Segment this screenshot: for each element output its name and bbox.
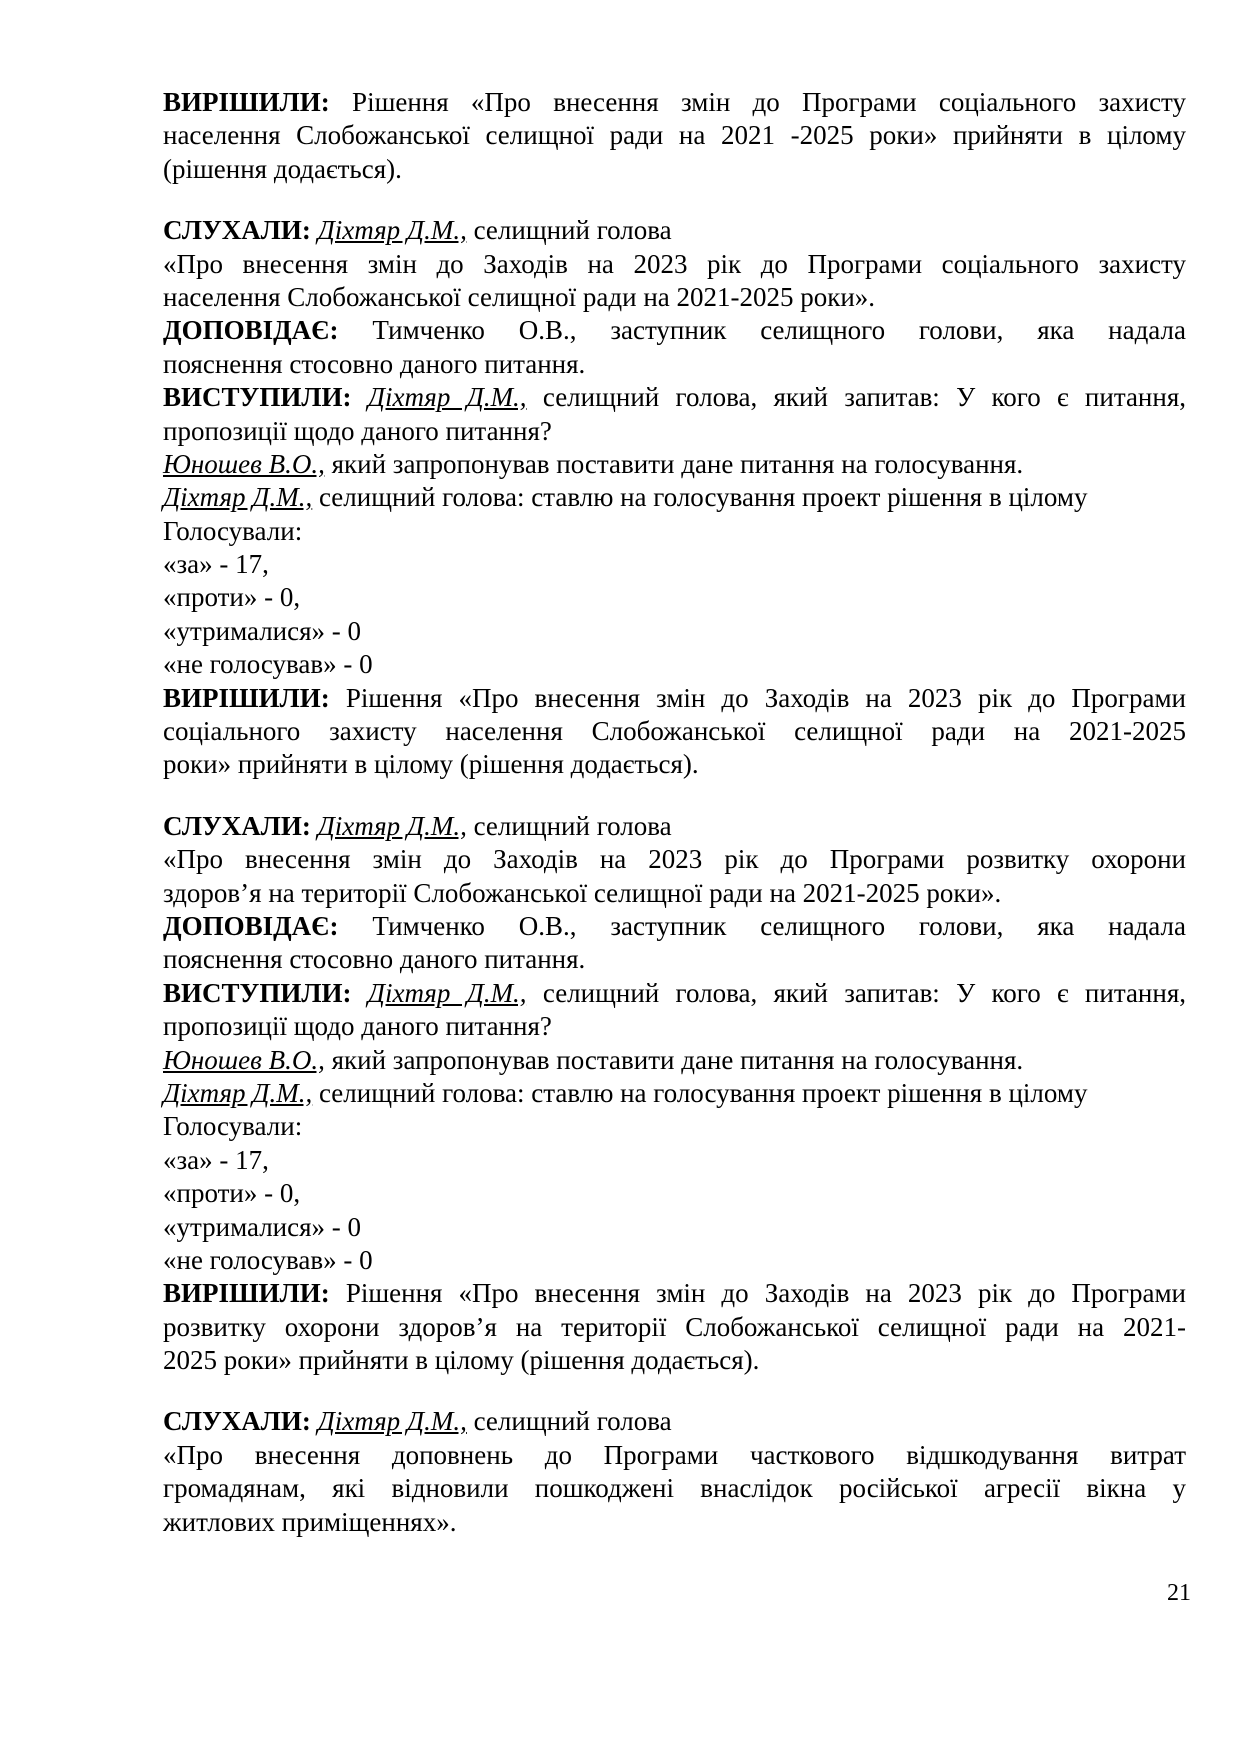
speaker-name: Діхтяр Д.М., <box>317 1406 467 1437</box>
call-text: селищний голова: ставлю на голосування проект рішення в цілому <box>312 1077 1088 1108</box>
spoke-label: ВИСТУПИЛИ: <box>163 382 352 413</box>
paragraph-gap <box>163 782 1186 810</box>
page-number: 21 <box>1167 1580 1191 1606</box>
speaker-name: Юношев В.О., <box>163 1044 325 1075</box>
vote-line: «проти» - 0, <box>163 582 301 613</box>
spoke-text: селищний голова, який запитав: У кого є питання, <box>526 382 1187 413</box>
topic-line: «Про внесення змін до Заходів на 2023 рік до Програми розвитку охорони <box>163 844 1186 875</box>
topic-line: «Про внесення доповнень до Програми часткового відшкодування витрат <box>163 1439 1186 1470</box>
report-text: Тимченко О.В., заступник селищного голови, яка надала <box>338 315 1186 346</box>
proposal-line <box>163 1044 1186 1077</box>
report-text: Тимченко О.В., заступник селищного голови, яка надала <box>338 910 1186 941</box>
page-body <box>163 86 1186 1539</box>
speaker-name: Діхтяр Д.М., <box>367 977 527 1008</box>
vote-line: «утрималися» - 0 <box>163 1211 362 1242</box>
report-label: ДОПОВІДАЄ: <box>163 315 339 346</box>
proposal-text: який запропонував поставити дане питання на голосування. <box>324 448 1024 479</box>
heard-line <box>163 810 1186 843</box>
heard-line <box>163 214 1186 247</box>
speaker-name: Діхтяр Д.М., <box>163 482 313 513</box>
speaker-name: Діхтяр Д.М., <box>367 382 527 413</box>
decision-line: розвитку охорони здоров’я на території Слобожанської селищної ради на 2021- <box>163 1311 1186 1342</box>
spoke-line: пропозиції щодо даного питання? <box>163 415 552 446</box>
report-line <box>163 314 1186 347</box>
spoke-text: селищний голова, який запитав: У кого є питання, <box>526 977 1187 1008</box>
speaker-name: Діхтяр Д.М., <box>317 215 467 246</box>
report-label: ДОПОВІДАЄ: <box>163 910 339 941</box>
heard-label: СЛУХАЛИ: <box>163 1406 311 1437</box>
speaker-name: Юношев В.О., <box>163 448 325 479</box>
votes-heading: Голосували: <box>163 515 303 546</box>
paragraph-gap <box>163 186 1186 214</box>
decision-text: Рішення «Про внесення змін до Програми соціального захисту <box>329 87 1186 117</box>
topic-line: громадянам, які відновили пошкоджені внаслідок російської агресії вікна у <box>163 1473 1186 1504</box>
spoke-line: пропозиції щодо даного питання? <box>163 1011 552 1042</box>
proposal-line <box>163 448 1186 481</box>
decision-label: ВИРІШИЛИ: <box>163 682 330 713</box>
decision-text: Рішення «Про внесення змін до Заходів на 2023 рік до Програми <box>329 682 1186 713</box>
decision-line: соціального захисту населення Слобожанської селищної ради на 2021-2025 <box>163 716 1186 747</box>
proposal-text: який запропонував поставити дане питання на голосування. <box>324 1044 1024 1075</box>
vote-line: «проти» - 0, <box>163 1178 301 1209</box>
paragraph-gap <box>163 1377 1186 1405</box>
heard-label: СЛУХАЛИ: <box>163 810 311 841</box>
topic-line: житлових приміщеннях». <box>163 1506 457 1537</box>
decision-label: ВИРІШИЛИ: <box>163 1278 330 1309</box>
report-line: пояснення стосовно даного питання. <box>163 944 586 975</box>
vote-line: «за» - 17, <box>163 549 269 580</box>
decision-line <box>163 86 1186 119</box>
spoke-label: ВИСТУПИЛИ: <box>163 977 352 1008</box>
votes-heading: Голосували: <box>163 1111 303 1142</box>
call-line <box>163 1077 1186 1110</box>
decision-label: ВИРІШИЛИ: <box>163 87 330 117</box>
call-line <box>163 481 1186 514</box>
decision-line: (рішення додається). <box>163 153 402 184</box>
decision-line: 2025 роки» прийняти в цілому (рішення додається). <box>163 1345 760 1376</box>
vote-line: «не голосував» - 0 <box>163 649 373 680</box>
topic-line: «Про внесення змін до Заходів на 2023 рік до Програми соціального захисту <box>163 248 1186 279</box>
call-text: селищний голова: ставлю на голосування проект рішення в цілому <box>312 482 1088 513</box>
spoke-line <box>163 381 1186 414</box>
topic-line: здоров’я на території Слобожанської селищної ради на 2021-2025 роки». <box>163 877 1002 908</box>
vote-line: «утрималися» - 0 <box>163 615 362 646</box>
decision-line <box>163 1277 1186 1310</box>
report-line: пояснення стосовно даного питання. <box>163 348 586 379</box>
decision-text: Рішення «Про внесення змін до Заходів на 2023 рік до Програми <box>329 1278 1186 1309</box>
heard-label: СЛУХАЛИ: <box>163 215 311 246</box>
decision-line <box>163 682 1186 715</box>
heard-line <box>163 1405 1186 1438</box>
speaker-role: селищний голова <box>466 1406 672 1437</box>
speaker-name: Діхтяр Д.М., <box>163 1077 313 1108</box>
spoke-line <box>163 977 1186 1010</box>
decision-line: населення Слобожанської селищної ради на 2021 -2025 роки» прийняти в цілому <box>163 120 1186 151</box>
speaker-role: селищний голова <box>466 810 672 841</box>
speaker-name: Діхтяр Д.М., <box>317 810 467 841</box>
decision-line: роки» прийняти в цілому (рішення додається). <box>163 749 699 780</box>
speaker-role: селищний голова <box>466 215 672 246</box>
vote-line: «не голосував» - 0 <box>163 1244 373 1275</box>
report-line <box>163 910 1186 943</box>
topic-line: населення Слобожанської селищної ради на 2021-2025 роки». <box>163 281 876 312</box>
vote-line: «за» - 17, <box>163 1144 269 1175</box>
